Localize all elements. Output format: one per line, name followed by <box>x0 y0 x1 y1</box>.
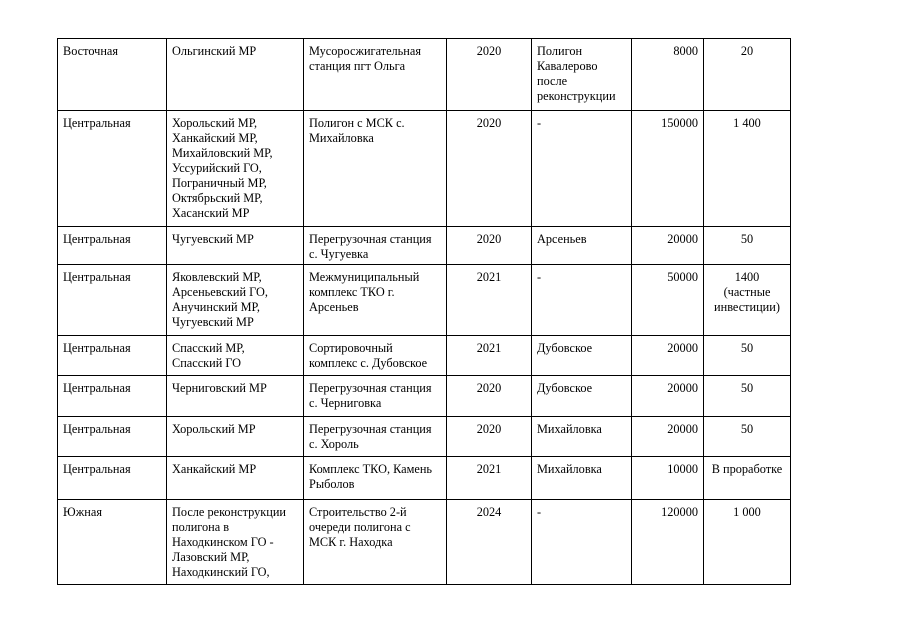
municipalities-cell: После реконструкции полигона в Находкинском ГО - Лазовский МР, Находкинский ГО, <box>167 500 304 585</box>
destination-cell: Михайловка <box>532 457 632 500</box>
zone-cell: Центральная <box>58 376 167 417</box>
facility-cell: Мусоросжигательная станция пгт Ольга <box>304 39 447 111</box>
year-cell: 2020 <box>447 39 532 111</box>
capacity-cell: 120000 <box>632 500 704 585</box>
year-cell: 2021 <box>447 265 532 336</box>
destination-cell: Арсеньев <box>532 227 632 265</box>
destination-cell: Дубовское <box>532 336 632 376</box>
destination-cell: - <box>532 500 632 585</box>
table-row <box>58 39 791 111</box>
table-row <box>58 457 791 500</box>
cost-cell: 1400 (частные инвестиции) <box>704 265 791 336</box>
municipalities-cell: Ханкайский МР <box>167 457 304 500</box>
municipalities-cell: Спасский МР, Спасский ГО <box>167 336 304 376</box>
cost-cell: 50 <box>704 417 791 457</box>
facility-cell: Сортировочный комплекс с. Дубовское <box>304 336 447 376</box>
table-row <box>58 336 791 376</box>
capacity-cell: 8000 <box>632 39 704 111</box>
destination-cell: - <box>532 265 632 336</box>
table-row <box>58 376 791 417</box>
zone-cell: Центральная <box>58 265 167 336</box>
year-cell: 2020 <box>447 417 532 457</box>
destination-cell: Полигон Кавалерово после реконструкции <box>532 39 632 111</box>
cost-cell: 50 <box>704 227 791 265</box>
municipalities-cell: Яковлевский МР, Арсеньевский ГО, Анучинский МР, Чугуевский МР <box>167 265 304 336</box>
capacity-cell: 50000 <box>632 265 704 336</box>
year-cell: 2021 <box>447 457 532 500</box>
table-row <box>58 417 791 457</box>
year-cell: 2020 <box>447 227 532 265</box>
facility-cell: Полигон с МСК с. Михайловка <box>304 111 447 227</box>
municipalities-cell: Хорольский МР <box>167 417 304 457</box>
destination-cell: - <box>532 111 632 227</box>
destination-cell: Михайловка <box>532 417 632 457</box>
facility-cell: Перегрузочная станция с. Черниговка <box>304 376 447 417</box>
table-row <box>58 227 791 265</box>
destination-cell: Дубовское <box>532 376 632 417</box>
facility-cell: Перегрузочная станция с. Хороль <box>304 417 447 457</box>
zone-cell: Центральная <box>58 417 167 457</box>
capacity-cell: 20000 <box>632 376 704 417</box>
table-row <box>58 500 791 585</box>
cost-cell: В проработке <box>704 457 791 500</box>
municipalities-cell: Черниговский МР <box>167 376 304 417</box>
year-cell: 2020 <box>447 111 532 227</box>
municipalities-cell: Ольгинский МР <box>167 39 304 111</box>
table-row <box>58 265 791 336</box>
facilities-table <box>57 38 791 585</box>
cost-cell: 1 000 <box>704 500 791 585</box>
zone-cell: Центральная <box>58 227 167 265</box>
facility-cell: Комплекс ТКО, Камень Рыболов <box>304 457 447 500</box>
cost-cell: 1 400 <box>704 111 791 227</box>
capacity-cell: 20000 <box>632 417 704 457</box>
zone-cell: Южная <box>58 500 167 585</box>
capacity-cell: 150000 <box>632 111 704 227</box>
facility-cell: Строительство 2-й очереди полигона с МСК г. Находка <box>304 500 447 585</box>
year-cell: 2020 <box>447 376 532 417</box>
cost-cell: 50 <box>704 376 791 417</box>
municipalities-cell: Чугуевский МР <box>167 227 304 265</box>
year-cell: 2024 <box>447 500 532 585</box>
year-cell: 2021 <box>447 336 532 376</box>
table-row <box>58 111 791 227</box>
zone-cell: Центральная <box>58 336 167 376</box>
facility-cell: Межмуниципальный комплекс ТКО г. Арсеньев <box>304 265 447 336</box>
zone-cell: Восточная <box>58 39 167 111</box>
capacity-cell: 20000 <box>632 227 704 265</box>
cost-cell: 50 <box>704 336 791 376</box>
capacity-cell: 10000 <box>632 457 704 500</box>
municipalities-cell: Хорольский МР, Ханкайский МР, Михайловский МР, Уссурийский ГО, Пограничный МР, Октябрьский МР, Хасанский МР <box>167 111 304 227</box>
facility-cell: Перегрузочная станция с. Чугуевка <box>304 227 447 265</box>
zone-cell: Центральная <box>58 457 167 500</box>
cost-cell: 20 <box>704 39 791 111</box>
zone-cell: Центральная <box>58 111 167 227</box>
capacity-cell: 20000 <box>632 336 704 376</box>
